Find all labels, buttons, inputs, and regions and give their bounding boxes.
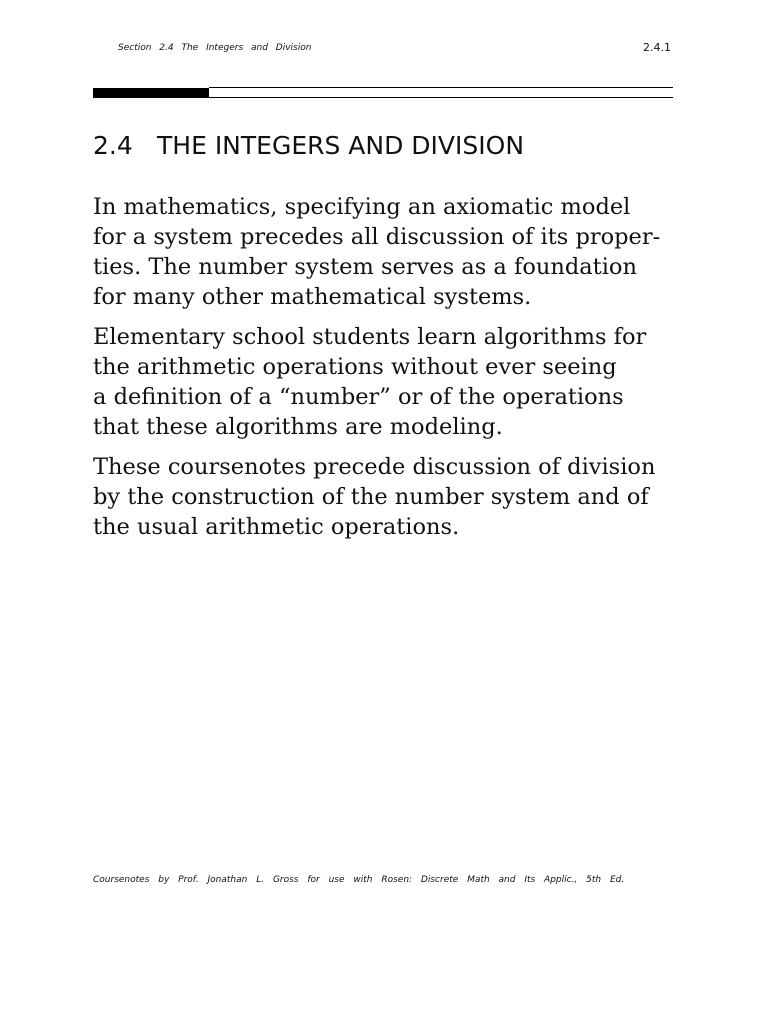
page-number: 2.4.1 — [643, 41, 671, 54]
paragraph-2 — [93, 322, 678, 442]
header-rule-thin-top — [209, 87, 673, 88]
text-line: the arithmetic operations without ever seeing — [93, 354, 617, 380]
section-title: THE INTEGERS AND DIVISION — [157, 131, 525, 160]
text-line: Elementary school students learn algorithms for — [93, 324, 647, 350]
text-line: a definition of a “number” or of the operations — [93, 384, 624, 410]
section-number: 2.4 — [93, 131, 133, 160]
text-line: for a system precedes all discussion of its proper- — [93, 224, 661, 250]
text-line: These coursenotes precede discussion of division — [93, 454, 656, 480]
section-heading — [93, 131, 524, 160]
header-rule-thin-bottom — [209, 97, 673, 98]
text-line: for many other mathematical systems. — [93, 284, 532, 310]
text-line: ties. The number system serves as a foundation — [93, 254, 637, 280]
paragraph-3 — [93, 452, 678, 542]
running-head: Section 2.4 The Integers and Division — [118, 43, 312, 53]
header-rule-thick — [93, 88, 209, 98]
paragraph-1 — [93, 192, 678, 312]
footer-credit: Coursenotes by Prof. Jonathan L. Gross for use with Rosen: Discrete Math and Its Applic., 5th Ed. — [93, 875, 625, 885]
text-line: that these algorithms are modeling. — [93, 414, 503, 440]
text-line: by the construction of the number system and of — [93, 484, 649, 510]
text-line: the usual arithmetic operations. — [93, 514, 460, 540]
text-line: In mathematics, specifying an axiomatic model — [93, 194, 631, 220]
body-text — [93, 192, 678, 552]
